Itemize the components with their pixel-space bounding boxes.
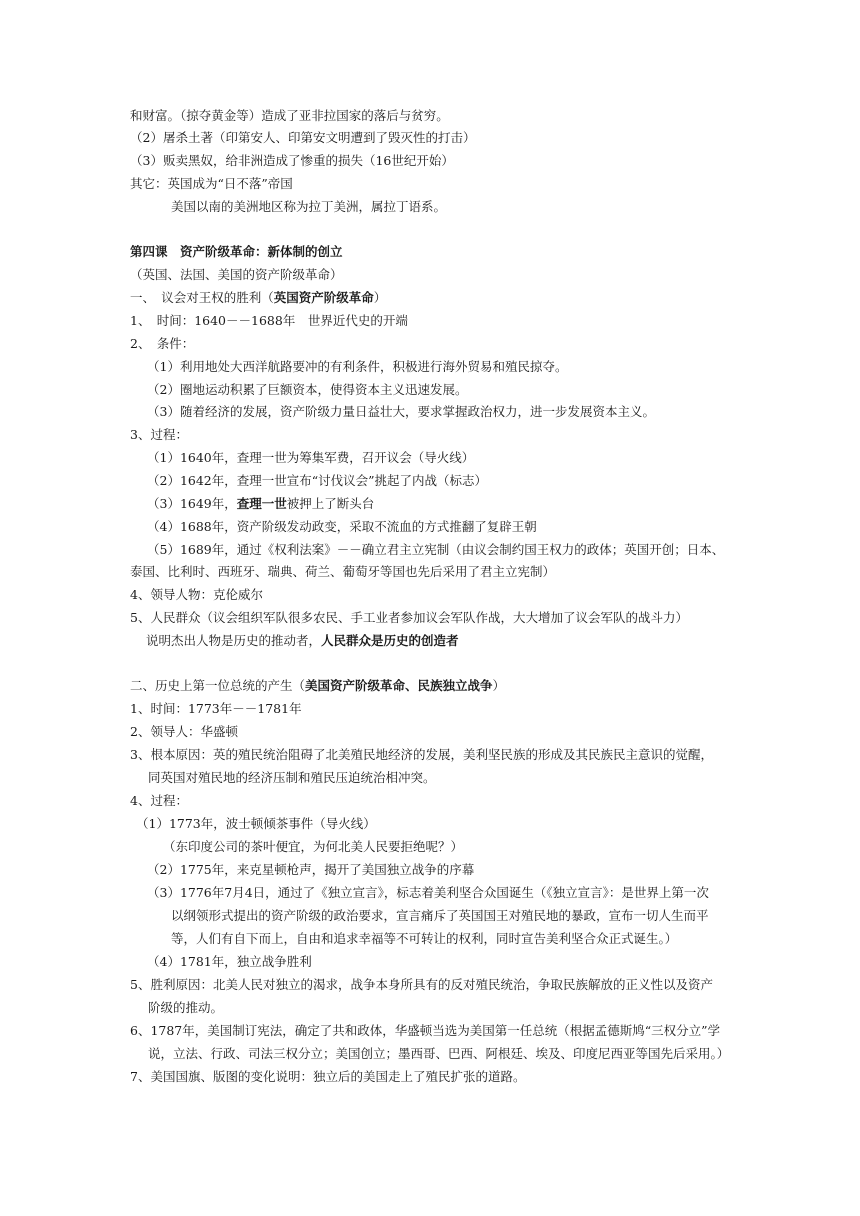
text-line: （东印度公司的茶叶便宜，为何北美人民要拒绝呢？） [163,839,464,854]
text-line: 其它：英国成为“日不落”帝国 [130,176,293,191]
text-line: （3）1649年，查理一世被押上了断头台 [147,496,375,511]
lesson-subtitle: （英国、法国、美国的资产阶级革命） [130,267,343,282]
text-line: 同英国对殖民地的经济压制和殖民压迫统治相冲突。 [148,770,436,785]
text-line: （1）1773年，波士顿倾茶事件（导火线） [136,816,376,831]
text-line: （2）1642年，查理一世宣布“讨伐议会”挑起了内战（标志） [147,473,488,488]
text-line: 说明杰出人物是历史的推动者，人民群众是历史的创造者 [146,633,459,648]
bold-text: 人民群众是历史的创造者 [321,633,459,648]
text-line: （1）利用地处大西洋航路要冲的有利条件，积极进行海外贸易和殖民掠夺。 [147,359,568,374]
text-line: 阶级的推动。 [148,1000,224,1015]
text-line: 说，立法、行政、司法三权分立；美国创立；墨西哥、巴西、阿根廷、埃及、印度尼西亚等国先后采用。） [148,1046,730,1061]
text-line: 以纲领形式提出的资产阶级的政治要求，宣言痛斥了英国国王对殖民地的暴政，宣布一切人生而平 [171,908,709,923]
text-line: （2）圈地运动积累了巨额资本，使得资本主义迅速发展。 [147,382,468,397]
text-line: 1、时间：1773年－－1781年 [130,701,302,716]
text-line: 1、 时间：1640－－1688年 世界近代史的开端 [130,313,408,328]
text-line: （2）屠杀土著（印第安人、印第安文明遭到了毁灭性的打击） [130,130,476,145]
text-line: （4）1781年，独立战争胜利 [147,954,312,969]
section-heading: 一、 议会对王权的胜利（英国资产阶级革命） [130,290,387,305]
heading-bold-text: 英国资产阶级革命 [273,290,374,305]
bold-text: 查理一世 [236,496,287,511]
text-line: （5）1689年，通过《权利法案》－－确立君主立宪制（由议会制约国王权力的政体；英国开创；日本、 [147,542,725,557]
text-line: 6、1787年，美国制订宪法，确定了共和政体，华盛顿当选为美国第一任总统（根据孟德斯鸠“三权分立”学 [130,1023,721,1038]
section-heading: 二、历史上第一位总统的产生（美国资产阶级革命、民族独立战争） [130,678,506,693]
text-line: （3）贩卖黑奴，给非洲造成了惨重的损失（16世纪开始） [130,153,454,168]
text-line: （2）1775年，来克星顿枪声，揭开了美国独立战争的序幕 [147,862,475,877]
text-line: （1）1640年，查理一世为筹集军费，召开议会（导火线） [147,450,475,465]
text-line: 7、美国国旗、版图的变化说明：独立后的美国走上了殖民扩张的道路。 [130,1069,526,1084]
text-line: 4、过程： [130,793,188,808]
text-line: 5、人民群众（议会组织军队很多农民、手工业者参加议会军队作战，大大增加了议会军队的战斗力） [130,610,688,625]
text-line: （3）1776年7月4日，通过了《独立宣言》，标志着美利坚合众国诞生（《独立宣言》：是世界上第一次 [147,885,709,900]
text-line: 美国以南的美洲地区称为拉丁美洲，属拉丁语系。 [171,199,447,214]
text-line: 3、根本原因：英的殖民统治阻碍了北美殖民地经济的发展，美利坚民族的形成及其民族民主意识的觉醒， [130,747,713,762]
text-line: 4、领导人物：克伦威尔 [130,587,263,602]
text-line: 5、胜利原因：北美人民对独立的渴求，战争本身所具有的反对殖民统治，争取民族解放的正义性以及资产 [130,977,713,992]
text-line: （3）随着经济的发展，资产阶级力量日益壮大，要求掌握政治权力，进一步发展资本主义。 [147,404,655,419]
heading-bold-text: 美国资产阶级革命、民族独立战争 [305,678,493,693]
text-line: 3、过程： [130,427,188,442]
text-line: （4）1688年，资产阶级发动政变，采取不流血的方式推翻了复辟王朝 [147,519,537,534]
text-line: 等，人们有自下而上，自由和追求幸福等不可转让的权利，同时宣告美利坚合众正式诞生。） [171,931,678,946]
text-line: 泰国、比利时、西班牙、瑞典、荷兰、葡萄牙等国也先后采用了君主立宪制） [130,564,556,579]
lesson-title: 第四课 资产阶级革命：新体制的创立 [130,244,343,259]
text-line: 2、 条件： [130,336,195,351]
text-line: 2、领导人：华盛顿 [130,724,238,739]
text-line: 和财富。（掠夺黄金等）造成了亚非拉国家的落后与贫穷。 [130,108,449,123]
